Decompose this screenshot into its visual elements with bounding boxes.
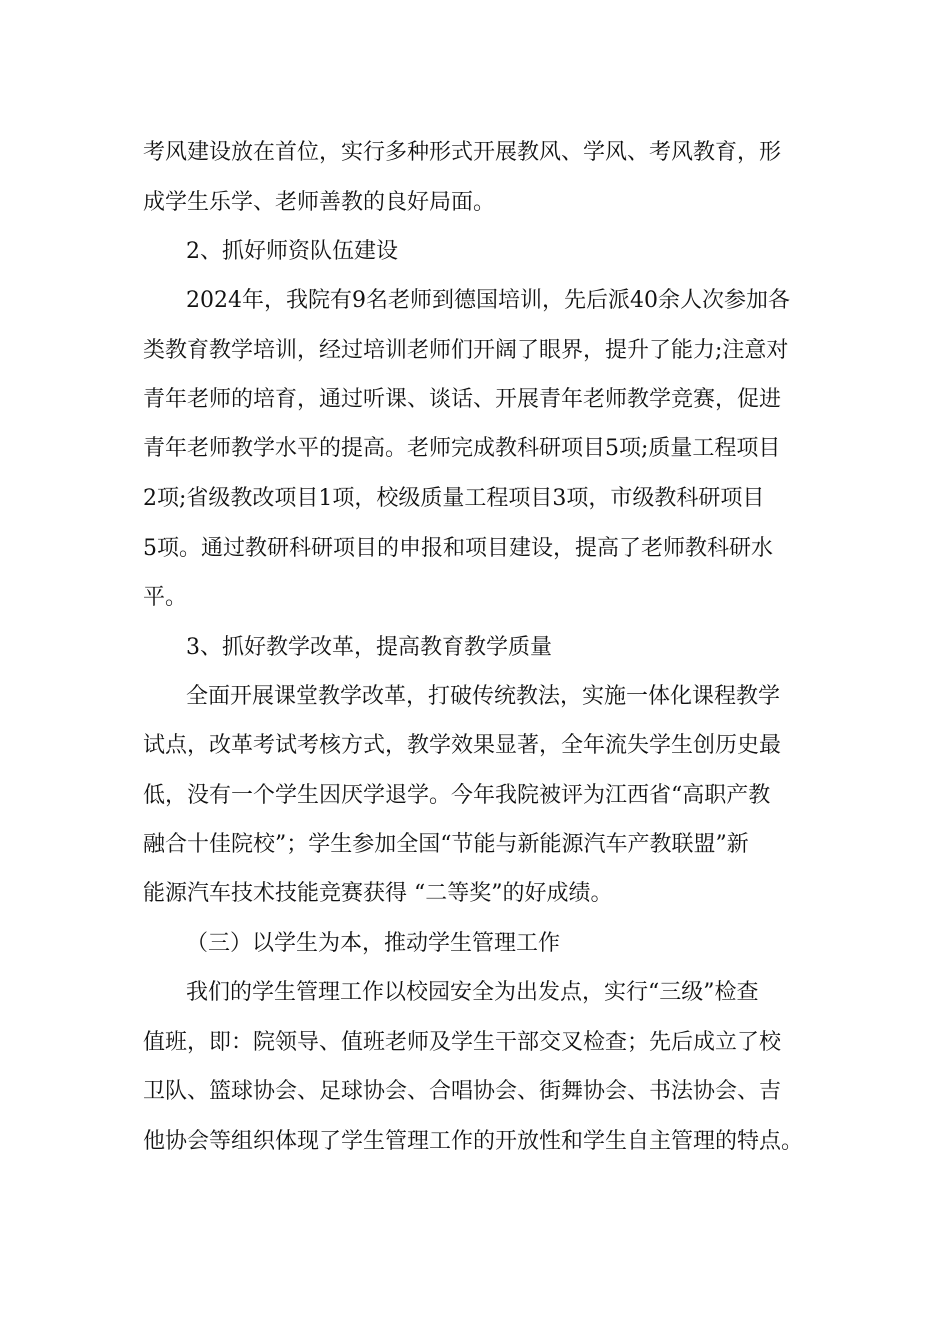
section-heading: 2、抓好师资队伍建设 (186, 239, 398, 264)
text-line: 5项。通过教研科研项目的申报和项目建设，提高了老师教科研水 (143, 536, 773, 561)
text-line: 2项;省级教改项目1项，校级质量工程项目3项，市级教科研项目 (143, 486, 765, 511)
text-line: 青年老师教学水平的提高。老师完成教科研项目5项;质量工程项目 (143, 436, 781, 461)
text-line: 类教育教学培训，经过培训老师们开阔了眼界，提升了能力;注意对 (143, 338, 789, 363)
section-heading: 3、抓好教学改革，提高教育教学质量 (186, 635, 552, 660)
text-line: 融合十佳院校”；学生参加全国“节能与新能源汽车产教联盟”新 (143, 832, 749, 857)
text-line: 2024年，我院有9名老师到德国培训，先后派40余人次参加各 (186, 288, 790, 313)
text-line: 全面开展课堂教学改革，打破传统教法，实施一体化课程教学 (186, 684, 781, 709)
text-line: 成学生乐学、老师善教的良好局面。 (143, 190, 496, 215)
section-heading: （三）以学生为本，推动学生管理工作 (186, 931, 561, 956)
text-line: 卫队、篮球协会、足球协会、合唱协会、街舞协会、书法协会、吉 (143, 1079, 782, 1104)
text-line: 我们的学生管理工作以校园安全为出发点，实行“三级”检查 (186, 980, 759, 1005)
text-line: 考风建设放在首位，实行多种形式开展教风、学风、考风教育，形 (143, 140, 782, 165)
text-line: 青年老师的培育，通过听课、谈话、开展青年老师教学竞赛，促进 (143, 387, 782, 412)
text-line: 能源汽车技术技能竞赛获得 “二等奖”的好成绩。 (143, 881, 613, 906)
text-line: 他协会等组织体现了学生管理工作的开放性和学生自主管理的特点。 (143, 1129, 804, 1154)
text-line: 值班，即：院领导、值班老师及学生干部交叉检查；先后成立了校 (143, 1030, 782, 1055)
text-line: 平。 (143, 585, 188, 610)
text-line: 试点，改革考试考核方式，教学效果显著，全年流失学生创历史最 (143, 733, 782, 758)
text-line: 低，没有一个学生因厌学退学。今年我院被评为江西省“高职产教 (143, 783, 771, 808)
